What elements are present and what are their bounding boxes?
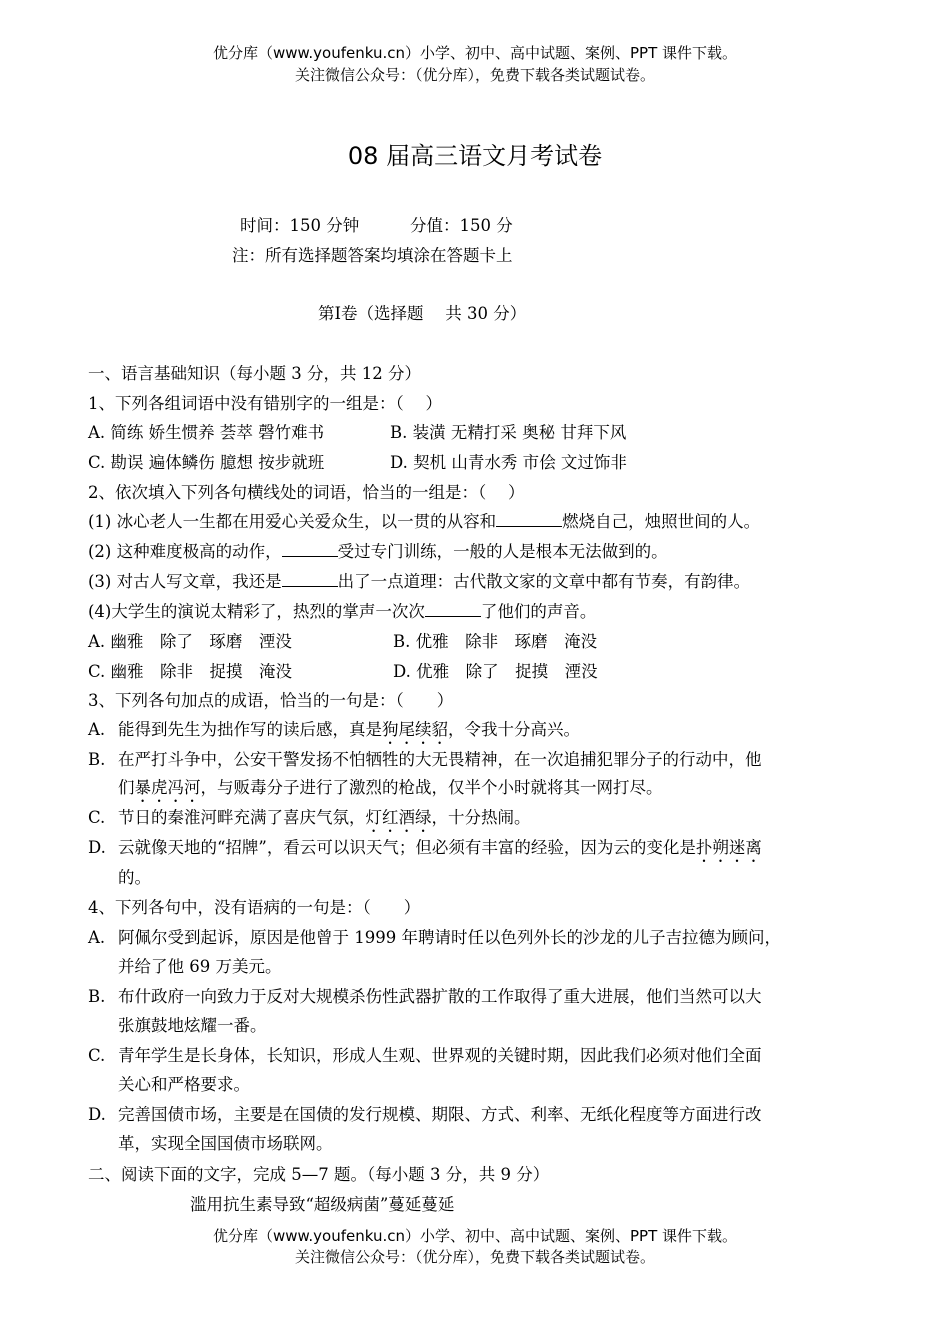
q2-sentence-4: (4)大学生的演说太精彩了，热烈的掌声一次次 了他们的声音。 <box>88 602 597 621</box>
q4-option-d-cont: 革，实现全国国债市场联网。 <box>118 1134 333 1153</box>
q4-option-a-cont: 并给了他 69 万美元。 <box>118 957 282 976</box>
q2-sentence-2: (2) 这种难度极高的动作， 受过专门训练，一般的人是根本无法做到的。 <box>88 542 668 561</box>
q4-stem: 4、下列各句中，没有语病的一句是：（ ） <box>88 898 421 917</box>
q2-stem: 2、依次填入下列各句横线处的词语，恰当的一组是：（ ） <box>88 483 525 502</box>
header-line-1: 优分库（www.youfenku.cn）小学、初中、高中试题、案例、PPT 课件下载。 <box>212 44 738 62</box>
q2-blank-2 <box>282 540 338 557</box>
q3-a-idiom: 狗尾续貂 <box>382 720 448 739</box>
q4-option-d: D. 完善国债市场，主要是在国债的发行规模、期限、方式、利率、无纸化程度等方面进行改 <box>88 1105 762 1124</box>
q2-sentence-3: (3) 对古人写文章，我还是 出了一点道理：古代散文家的文章中都有节奏，有韵律。 <box>88 572 751 591</box>
q1-option-c: C. 勘误 遍体鳞伤 臆想 按步就班 <box>88 453 325 472</box>
q1-options-row2 <box>88 451 627 475</box>
article-title: 滥用抗生素导致“超级病菌”蔓延蔓延 <box>190 1195 455 1214</box>
q2-options-row1 <box>88 630 597 654</box>
q2-blank-3 <box>282 570 338 587</box>
q2-option-a: A. 幽雅 除了 琢磨 湮没 <box>88 632 292 651</box>
part1-heading: 一、语言基础知识（每小题 3 分，共 12 分） <box>88 364 421 383</box>
q2-option-b: B. 优雅 除非 琢磨 淹没 <box>393 632 598 651</box>
q1-option-d: D. 契机 山青水秀 市侩 文过饰非 <box>390 453 627 472</box>
q3-d-idiom: 扑朔迷离 <box>695 838 762 857</box>
exam-score: 分值：150 分 <box>410 216 513 235</box>
q4-option-a: A. 阿佩尔受到起诉，原因是他曾于 1999 年聘请时任以色列外长的沙龙的儿子吉拉德为顾问， <box>88 928 781 947</box>
page-title: 08 届高三语文月考试卷 <box>347 142 603 170</box>
q3-option-c: C. 节日的秦淮河畔充满了喜庆气氛，灯红酒绿，十分热闹。 <box>88 808 531 827</box>
footer-line-1: 优分库（www.youfenku.cn）小学、初中、高中试题、案例、PPT 课件下载。 <box>212 1227 738 1245</box>
q3-stem: 3、下列各句加点的成语，恰当的一句是：（ ） <box>88 691 454 710</box>
q4-option-c: C. 青年学生是长身体，长知识，形成人生观、世界观的关键时期，因此我们必须对他们全面 <box>88 1046 762 1065</box>
q1-stem: 1、下列各组词语中没有错别字的一组是：（ ） <box>88 394 442 413</box>
q2-options-row2 <box>88 660 598 684</box>
exam-note: 注：所有选择题答案均填涂在答题卡上 <box>232 246 513 265</box>
q1-option-a: A. 简练 娇生惯养 荟萃 磬竹难书 <box>88 423 325 442</box>
q1-option-b: B. 装潢 无精打采 奥秘 甘拜下风 <box>390 423 627 442</box>
section-title: 第Ⅰ卷（选择题 共 30 分） <box>318 304 527 323</box>
q3-c-idiom: 灯红酒绿 <box>365 808 432 827</box>
q2-option-d: D. 优雅 除了 捉摸 湮没 <box>393 662 598 681</box>
q2-blank-4 <box>425 600 481 617</box>
q4-option-b: B. 布什政府一向致力于反对大规模杀伤性武器扩散的工作取得了重大进展，他们当然可以大 <box>88 987 762 1006</box>
q3-option-a: A. 能得到先生为拙作写的读后感，真是狗尾续貂，令我十分高兴。 <box>88 720 580 739</box>
footer-line-2: 关注微信公众号：（优分库），免费下载各类试题试卷。 <box>294 1248 655 1266</box>
q2-blank-1 <box>496 510 562 527</box>
q1-options-row1 <box>88 421 626 445</box>
exam-time: 时间：150 分钟 <box>240 216 360 235</box>
q4-option-c-cont: 关心和严格要求。 <box>118 1075 250 1094</box>
header-line-2: 关注微信公众号：（优分库），免费下载各类试题试卷。 <box>294 66 655 84</box>
q3-option-b: B. 在严打斗争中，公安干警发扬不怕牺牲的大无畏精神，在一次追捕犯罪分子的行动中，他 <box>88 750 762 769</box>
q3-option-d: D. 云就像天地的“招牌”，看云可以识天气；但必须有丰富的经验，因为云的变化是扑朔迷离 <box>88 838 762 857</box>
q2-option-c: C. 幽雅 除非 捉摸 淹没 <box>88 662 293 681</box>
q4-option-b-cont: 张旗鼓地炫耀一番。 <box>118 1016 267 1035</box>
q2-sentence-1: (1) 冰心老人一生都在用爱心关爱众生，以一贯的从容和 燃烧自己，烛照世间的人。 <box>88 512 761 531</box>
part2-heading: 二、阅读下面的文字，完成 5—7 题。（每小题 3 分，共 9 分） <box>88 1165 550 1184</box>
q3-b-idiom: 暴虎冯河 <box>134 778 201 797</box>
q3-option-b-cont: 们暴虎冯河，与贩毒分子进行了激烈的枪战，仅半个小时就将其一网打尽。 <box>118 778 663 797</box>
q3-option-d-cont: 的。 <box>118 868 151 887</box>
